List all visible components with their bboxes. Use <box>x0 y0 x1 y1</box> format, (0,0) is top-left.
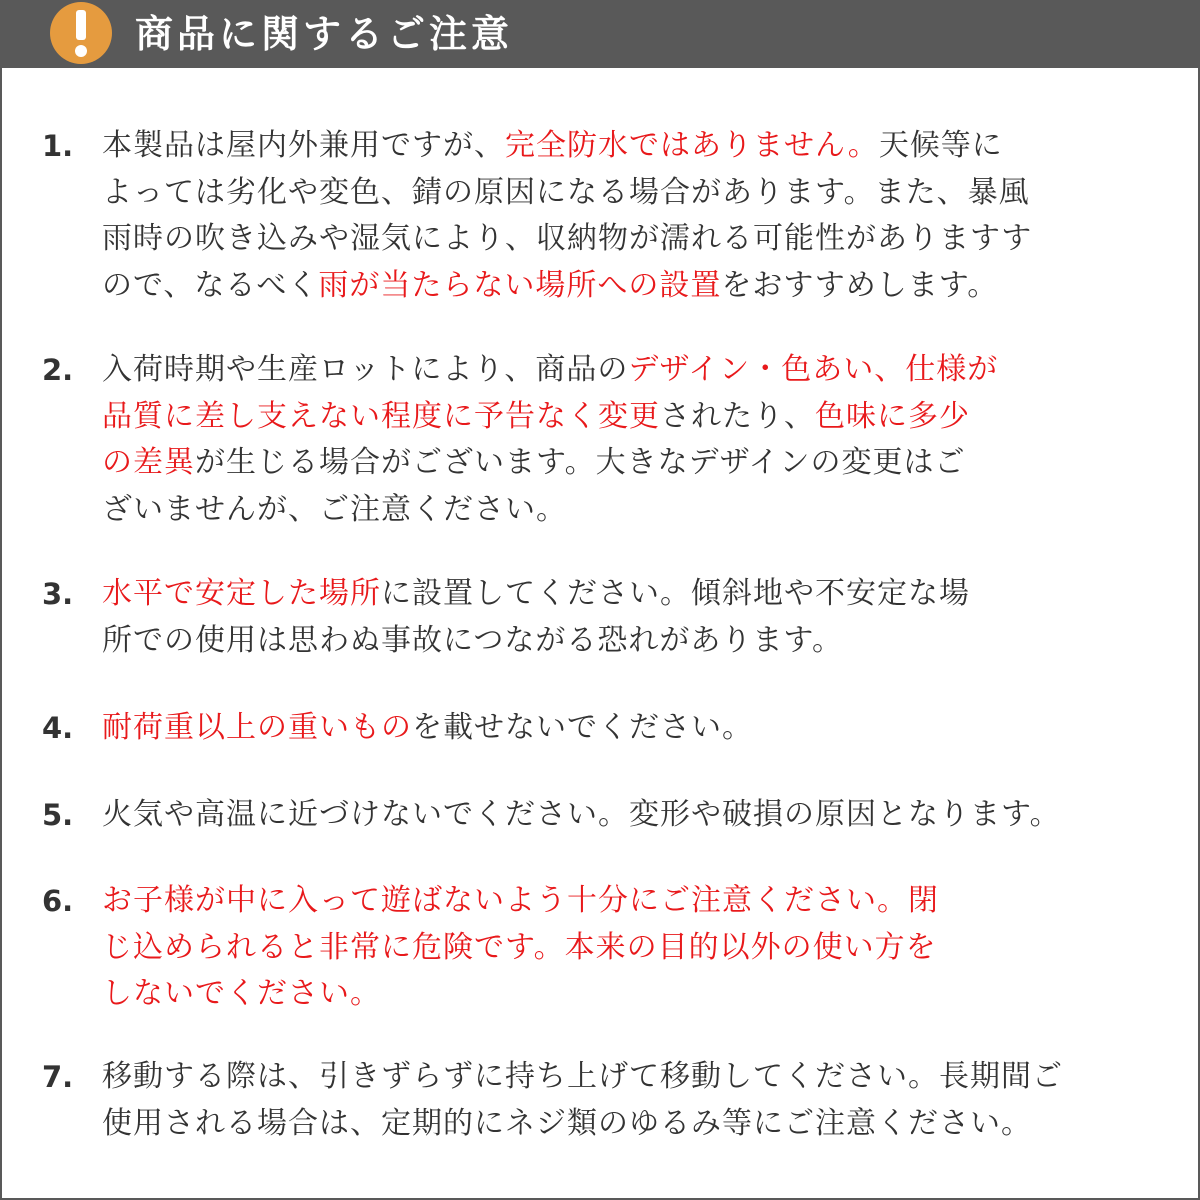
page-title: 商品に関するご注意 <box>135 12 514 56</box>
body-text: 雨時の吹き込みや湿気により、収納物が濡れる可能性がありますす <box>102 221 1033 256</box>
exclamation-dot <box>75 45 87 57</box>
item-body <box>102 1054 1162 1147</box>
item-line <box>102 487 1162 534</box>
item-line <box>102 925 1162 972</box>
emphasis-text: じ込められると非常に危険です。本来の目的以外の使い方を <box>102 929 937 965</box>
item-line <box>102 123 1162 170</box>
body-text: 天候等に <box>878 128 1003 163</box>
body-text: 入荷時期や生産ロットにより、商品の <box>102 352 629 387</box>
item-line <box>102 618 1162 665</box>
body-text: を載せないでください。 <box>412 710 753 745</box>
item-body <box>102 705 1162 752</box>
item-number: 5. <box>42 798 74 832</box>
emphasis-text: 品質に差し支えない程度に予告なく変更 <box>102 398 660 434</box>
item-line <box>102 263 1162 310</box>
item-line <box>102 394 1162 441</box>
item-line <box>102 792 1162 839</box>
emphasis-text: 水平で安定した場所 <box>102 576 381 611</box>
item-number: 2. <box>42 353 74 387</box>
item-number: 7. <box>42 1060 74 1094</box>
exclamation-bar <box>76 10 86 40</box>
item-line <box>102 571 1162 618</box>
body-text: 本製品は屋内外兼用ですが、 <box>102 128 505 163</box>
emphasis-text: お子様が中に入って遊ばないよう十分にご注意ください。閉 <box>102 883 939 918</box>
body-text: が生じる場合がございます。大きなデザインの変更はご <box>195 445 966 480</box>
emphasis-text: 雨が当たらない場所への設置 <box>318 267 722 303</box>
header-bar <box>2 2 1198 68</box>
item-line <box>102 971 1162 1018</box>
body-text: ざいませんが、ご注意ください。 <box>102 491 567 527</box>
emphasis-text: しないでください。 <box>102 976 381 1011</box>
item-line <box>102 347 1162 394</box>
body-text: 使用される場合は、定期的にネジ類のゆるみ等にご注意ください。 <box>102 1105 1032 1141</box>
emphasis-text: 色味に多少 <box>815 398 970 434</box>
body-text: に設置してください。傾斜地や不安定な場 <box>381 576 970 611</box>
body-text: よっては劣化や変色、錆の原因になる場合があります。また、暴風 <box>102 174 1030 210</box>
item-number: 4. <box>42 711 74 745</box>
emphasis-text: デザイン・色あい、仕様が <box>628 352 999 387</box>
item-line <box>102 216 1162 263</box>
item-line <box>102 705 1162 752</box>
emphasis-text: 完全防水ではありません。 <box>505 128 879 163</box>
emphasis-text: 耐荷重以上の重いもの <box>102 710 412 745</box>
body-text: 移動する際は、引きずらずに持ち上げて移動してください。長期間ご <box>102 1059 1063 1094</box>
emphasis-text: の差異 <box>102 445 195 480</box>
item-body <box>102 571 1162 664</box>
item-number: 3. <box>42 577 74 611</box>
body-text: されたり、 <box>660 398 815 434</box>
item-line <box>102 1054 1162 1101</box>
body-text: 所での使用は思わぬ事故につながる恐れがあります。 <box>102 622 843 658</box>
body-text: をおすすめします。 <box>721 267 999 303</box>
item-number: 6. <box>42 884 74 918</box>
item-line <box>102 878 1162 925</box>
item-number: 1. <box>42 129 74 163</box>
item-body <box>102 123 1162 309</box>
body-text: 火気や高温に近づけないでください。変形や破損の原因となります。 <box>102 797 1061 832</box>
exclamation-icon <box>50 2 112 64</box>
item-line <box>102 1101 1162 1148</box>
item-body <box>102 792 1162 839</box>
item-line <box>102 440 1162 487</box>
item-line <box>102 170 1162 217</box>
item-body <box>102 347 1162 533</box>
body-text: ので、なるべく <box>102 267 319 303</box>
item-body <box>102 878 1162 1018</box>
